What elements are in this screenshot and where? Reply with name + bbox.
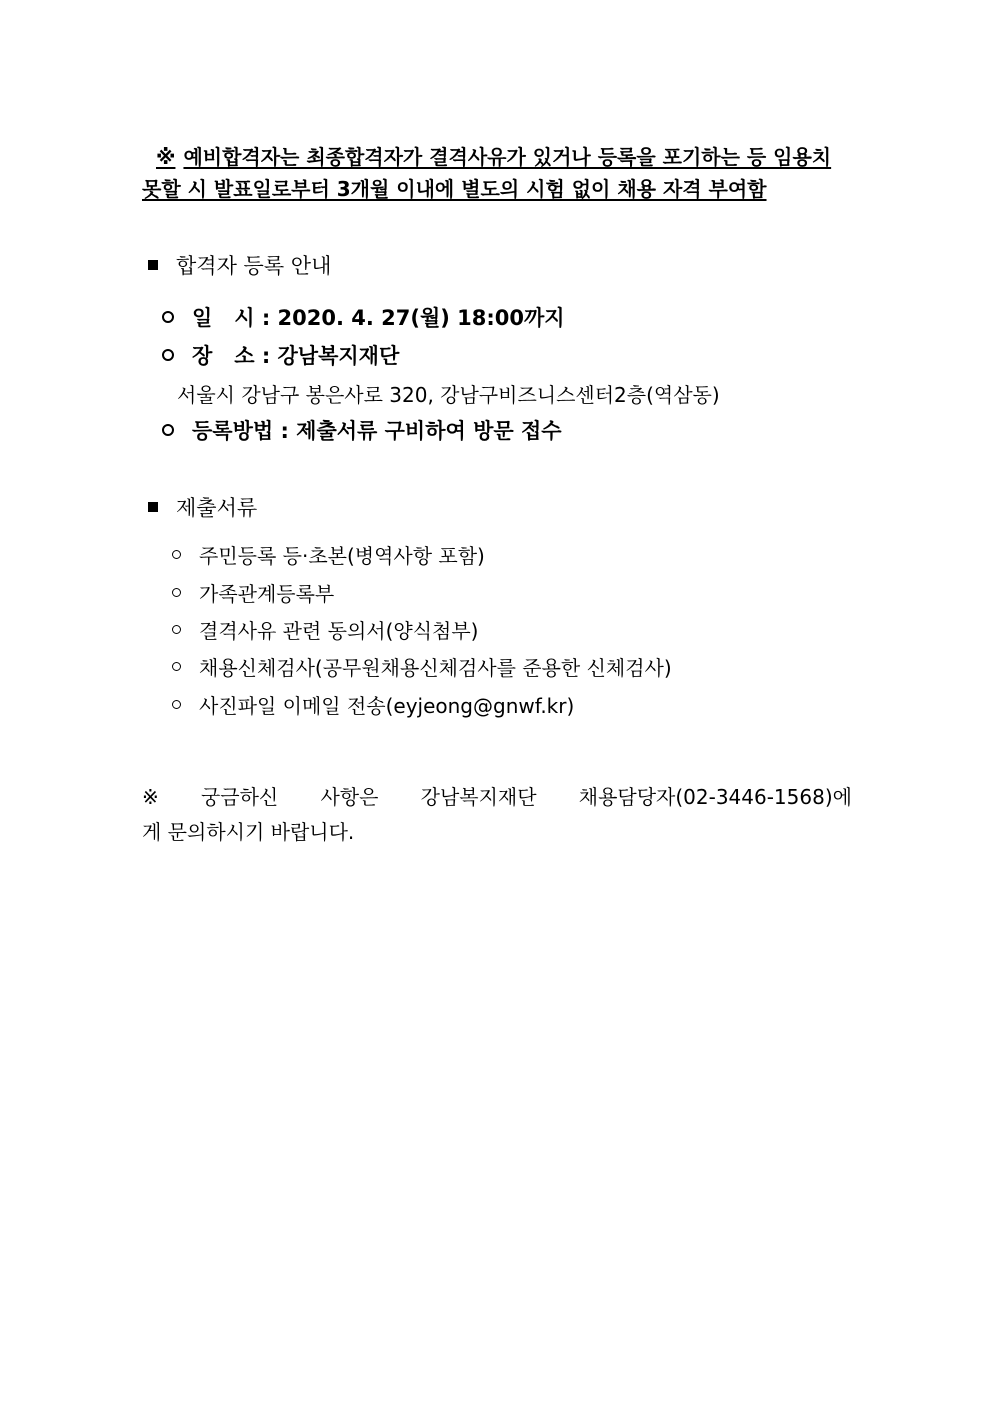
circle-bullet-icon [172, 588, 181, 597]
contact-notice-line1 [142, 780, 852, 815]
registration-address: 서울시 강남구 봉은사로 320, 강남구비즈니스센터2층(역삼동) [177, 383, 720, 407]
reserve-candidate-notice [142, 141, 852, 205]
contact-word: 강남복지재단 [420, 785, 537, 809]
contact-phone: 채용담당자(02-3446-1568)에 [578, 785, 852, 809]
reference-mark: ※ [156, 145, 176, 169]
document-item-text: 결격사유 관련 동의서(양식첨부) [199, 619, 479, 643]
reference-mark: ※ [142, 785, 159, 809]
contact-notice-line2: 게 문의하시기 바랍니다. [142, 820, 355, 844]
contact-notice [142, 780, 852, 850]
contact-word: 사항은 [320, 785, 379, 809]
circle-bullet-icon [172, 662, 181, 671]
notice-text: 예비합격자는 최종합격자가 결격사유가 있거나 등록을 포기하는 등 임용치 못할 시 발표일로부터 3개월 이내에 별도의 시험 없이 채용 자격 부여함 [142, 145, 832, 201]
document-item-text: 가족관계등록부 [199, 582, 335, 606]
registration-heading [148, 250, 331, 280]
documents-heading [148, 492, 257, 522]
registration-heading-text: 합격자 등록 안내 [176, 254, 332, 278]
circle-bullet-icon [162, 311, 174, 323]
document-item [172, 578, 334, 607]
document-item [172, 652, 672, 681]
document-item-text: 사진파일 이메일 전송(eyjeong@gnwf.kr) [199, 694, 575, 718]
circle-bullet-icon [172, 700, 181, 709]
circle-bullet-icon [162, 424, 174, 436]
contact-word: 궁금하신 [200, 785, 279, 809]
registration-date-row [162, 302, 565, 332]
registration-date: 일 시 : 2020. 4. 27(월) 18:00까지 [192, 306, 565, 330]
document-item-text: 채용신체검사(공무원채용신체검사를 준용한 신체검사) [199, 656, 672, 680]
document-item [172, 690, 574, 719]
registration-place-row [162, 340, 399, 370]
registration-place: 장 소 : 강남복지재단 [192, 344, 400, 368]
circle-bullet-icon [162, 349, 174, 361]
square-bullet-icon [148, 502, 158, 512]
document-item [172, 615, 478, 644]
circle-bullet-icon [172, 550, 181, 559]
registration-method-row [162, 415, 562, 445]
document-item [172, 540, 485, 569]
documents-heading-text: 제출서류 [176, 496, 258, 520]
registration-method: 등록방법 : 제출서류 구비하여 방문 접수 [192, 419, 562, 443]
document-item-text: 주민등록 등·초본(병역사항 포함) [199, 544, 485, 568]
square-bullet-icon [148, 260, 158, 270]
circle-bullet-icon [172, 625, 181, 634]
